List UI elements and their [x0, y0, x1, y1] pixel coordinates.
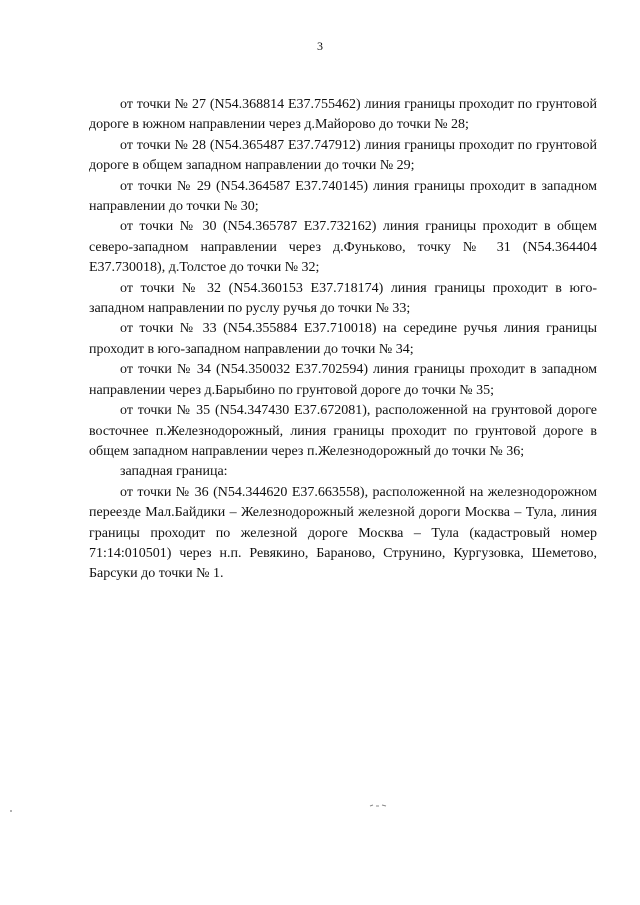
paragraph: от точки № 34 (N54.350032 E37.702594) линия границы проходит в западном направлении через д.Барыбино по грунтовой дороге до точки № 35; — [89, 362, 597, 398]
document-body — [89, 95, 597, 585]
paragraph: от точки № 33 (N54.355884 E37.710018) на середине ручья линия границы проходит в юго-западном направлении до точки № 34; — [89, 321, 597, 357]
paragraph: от точки № 35 (N54.347430 E37.672081), расположенной на грунтовой дороге восточнее п.Железнодорожный, линия границы проходит по грунтовой дороге в общем западном направлении через п.Железнодорожный до точки № 36; — [89, 403, 597, 459]
page-number: 3 — [317, 39, 323, 53]
scan-artifact — [369, 803, 387, 811]
paragraph: от точки № 29 (N54.364587 E37.740145) линия границы проходит в западном направлении до точки № 30; — [89, 178, 597, 215]
paragraph: от точки № 32 (N54.360153 E37.718174) линия границы проходит в юго-западном направлении по руслу ручья до точки № 33; — [89, 280, 597, 317]
section-heading: западная граница: — [120, 464, 228, 480]
paragraph: от точки № 28 (N54.365487 E37.747912) линия границы проходит по грунтовой дороге в общем западном направлении до точки № 29; — [89, 137, 597, 174]
paragraph: от точки № 27 (N54.368814 E37.755462) линия границы проходит по грунтовой дороге в южном направлении через д.Майорово до точки № 28; — [89, 97, 597, 133]
scan-speck — [10, 810, 12, 812]
scan-artifact-mark — [369, 803, 387, 809]
paragraph: от точки № 36 (N54.344620 E37.663558), расположенной на железнодорожном переезде Мал.Байдики – Железнодорожный железной дороги Москва – Тула, линия границы проходит по железной дороге Москва – Тула (кадастровый номер 71:14:010501) через н.п. Ревякино, Бараново, Струнино, Кургузовка, Шеметово, Барсуки до точки № 1. — [89, 484, 597, 582]
paragraph: от точки № 30 (N54.365787 E37.732162) линия границы проходит в общем северо-западном направлении через д.Фуньково, точку № 31 (N54.364404 E37.730018), д.Толстое до точки № 32; — [89, 219, 597, 276]
